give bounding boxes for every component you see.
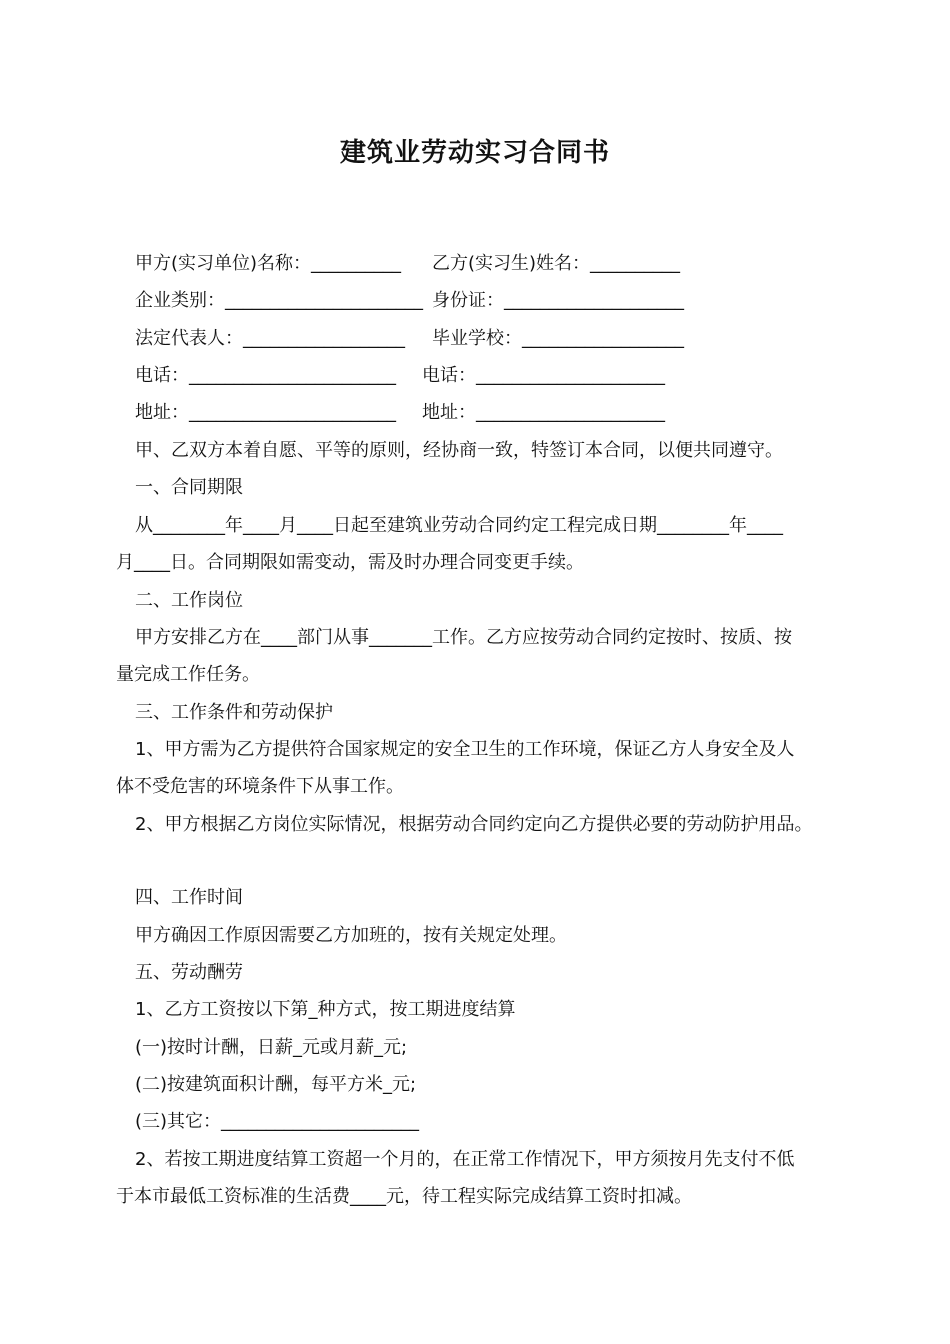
party-b-id: 身份证：____________________ <box>432 290 684 311</box>
section-2-text-line2: 量完成工作任务。 <box>116 664 260 685</box>
party-a-representative: 法定代表人：__________________ <box>135 328 405 349</box>
section-5-item1: 1、乙方工资按以下第_种方式，按工期进度结算 <box>135 999 516 1020</box>
party-a-type: 企业类别：______________________ <box>135 290 423 311</box>
section-1-heading: 一、合同期限 <box>135 477 243 498</box>
party-b-name: 乙方(实习生)姓名：__________ <box>432 253 681 274</box>
document-title: 建筑业劳动实习合同书 <box>339 138 610 168</box>
party-b-phone: 电话：_____________________ <box>422 365 665 386</box>
section-5-heading: 五、劳动酬劳 <box>135 962 243 983</box>
section-1-text-line2: 月____日。合同期限如需变动，需及时办理合同变更手续。 <box>116 552 584 573</box>
section-5-option1: (一)按时计酬，日薪_元或月薪_元; <box>135 1037 408 1058</box>
section-1-text-line1: 从________年____月____日起至建筑业劳动合同约定工程完成日期________年____ <box>135 515 783 536</box>
section-5-option3: (三)其它：______________________ <box>135 1111 420 1132</box>
party-b-school: 毕业学校：__________________ <box>432 328 684 349</box>
section-3-heading: 三、工作条件和劳动保护 <box>135 702 333 723</box>
section-2-text-line1: 甲方安排乙方在____部门从事_______工作。乙方应按劳动合同约定按时、按质、按 <box>135 627 792 648</box>
party-a-address: 地址：_______________________ <box>135 402 396 423</box>
section-4-text: 甲方确因工作原因需要乙方加班的，按有关规定处理。 <box>135 925 567 946</box>
section-5-item2-line2: 于本市最低工资标准的生活费____元，待工程实际完成结算工资时扣减。 <box>116 1186 692 1207</box>
section-3-item2: 2、甲方根据乙方岗位实际情况，根据劳动合同约定向乙方提供必要的劳动防护用品。 <box>135 814 813 835</box>
party-a-phone: 电话：_______________________ <box>135 365 396 386</box>
section-5-option2: (二)按建筑面积计酬，每平方米_元; <box>135 1074 417 1095</box>
section-3-item1-line2: 体不受危害的环境条件下从事工作。 <box>116 776 404 797</box>
section-4-heading: 四、工作时间 <box>135 887 243 908</box>
intro-paragraph: 甲、乙双方本着自愿、平等的原则，经协商一致，特签订本合同，以便共同遵守。 <box>135 440 783 461</box>
section-3-item1-line1: 1、甲方需为乙方提供符合国家规定的安全卫生的工作环境，保证乙方人身安全及人 <box>135 739 795 760</box>
party-b-address: 地址：_____________________ <box>422 402 665 423</box>
section-5-item2-line1: 2、若按工期进度结算工资超一个月的，在正常工作情况下，甲方须按月先支付不低 <box>135 1149 795 1170</box>
section-2-heading: 二、工作岗位 <box>135 590 243 611</box>
party-a-name: 甲方(实习单位)名称：__________ <box>135 253 402 274</box>
